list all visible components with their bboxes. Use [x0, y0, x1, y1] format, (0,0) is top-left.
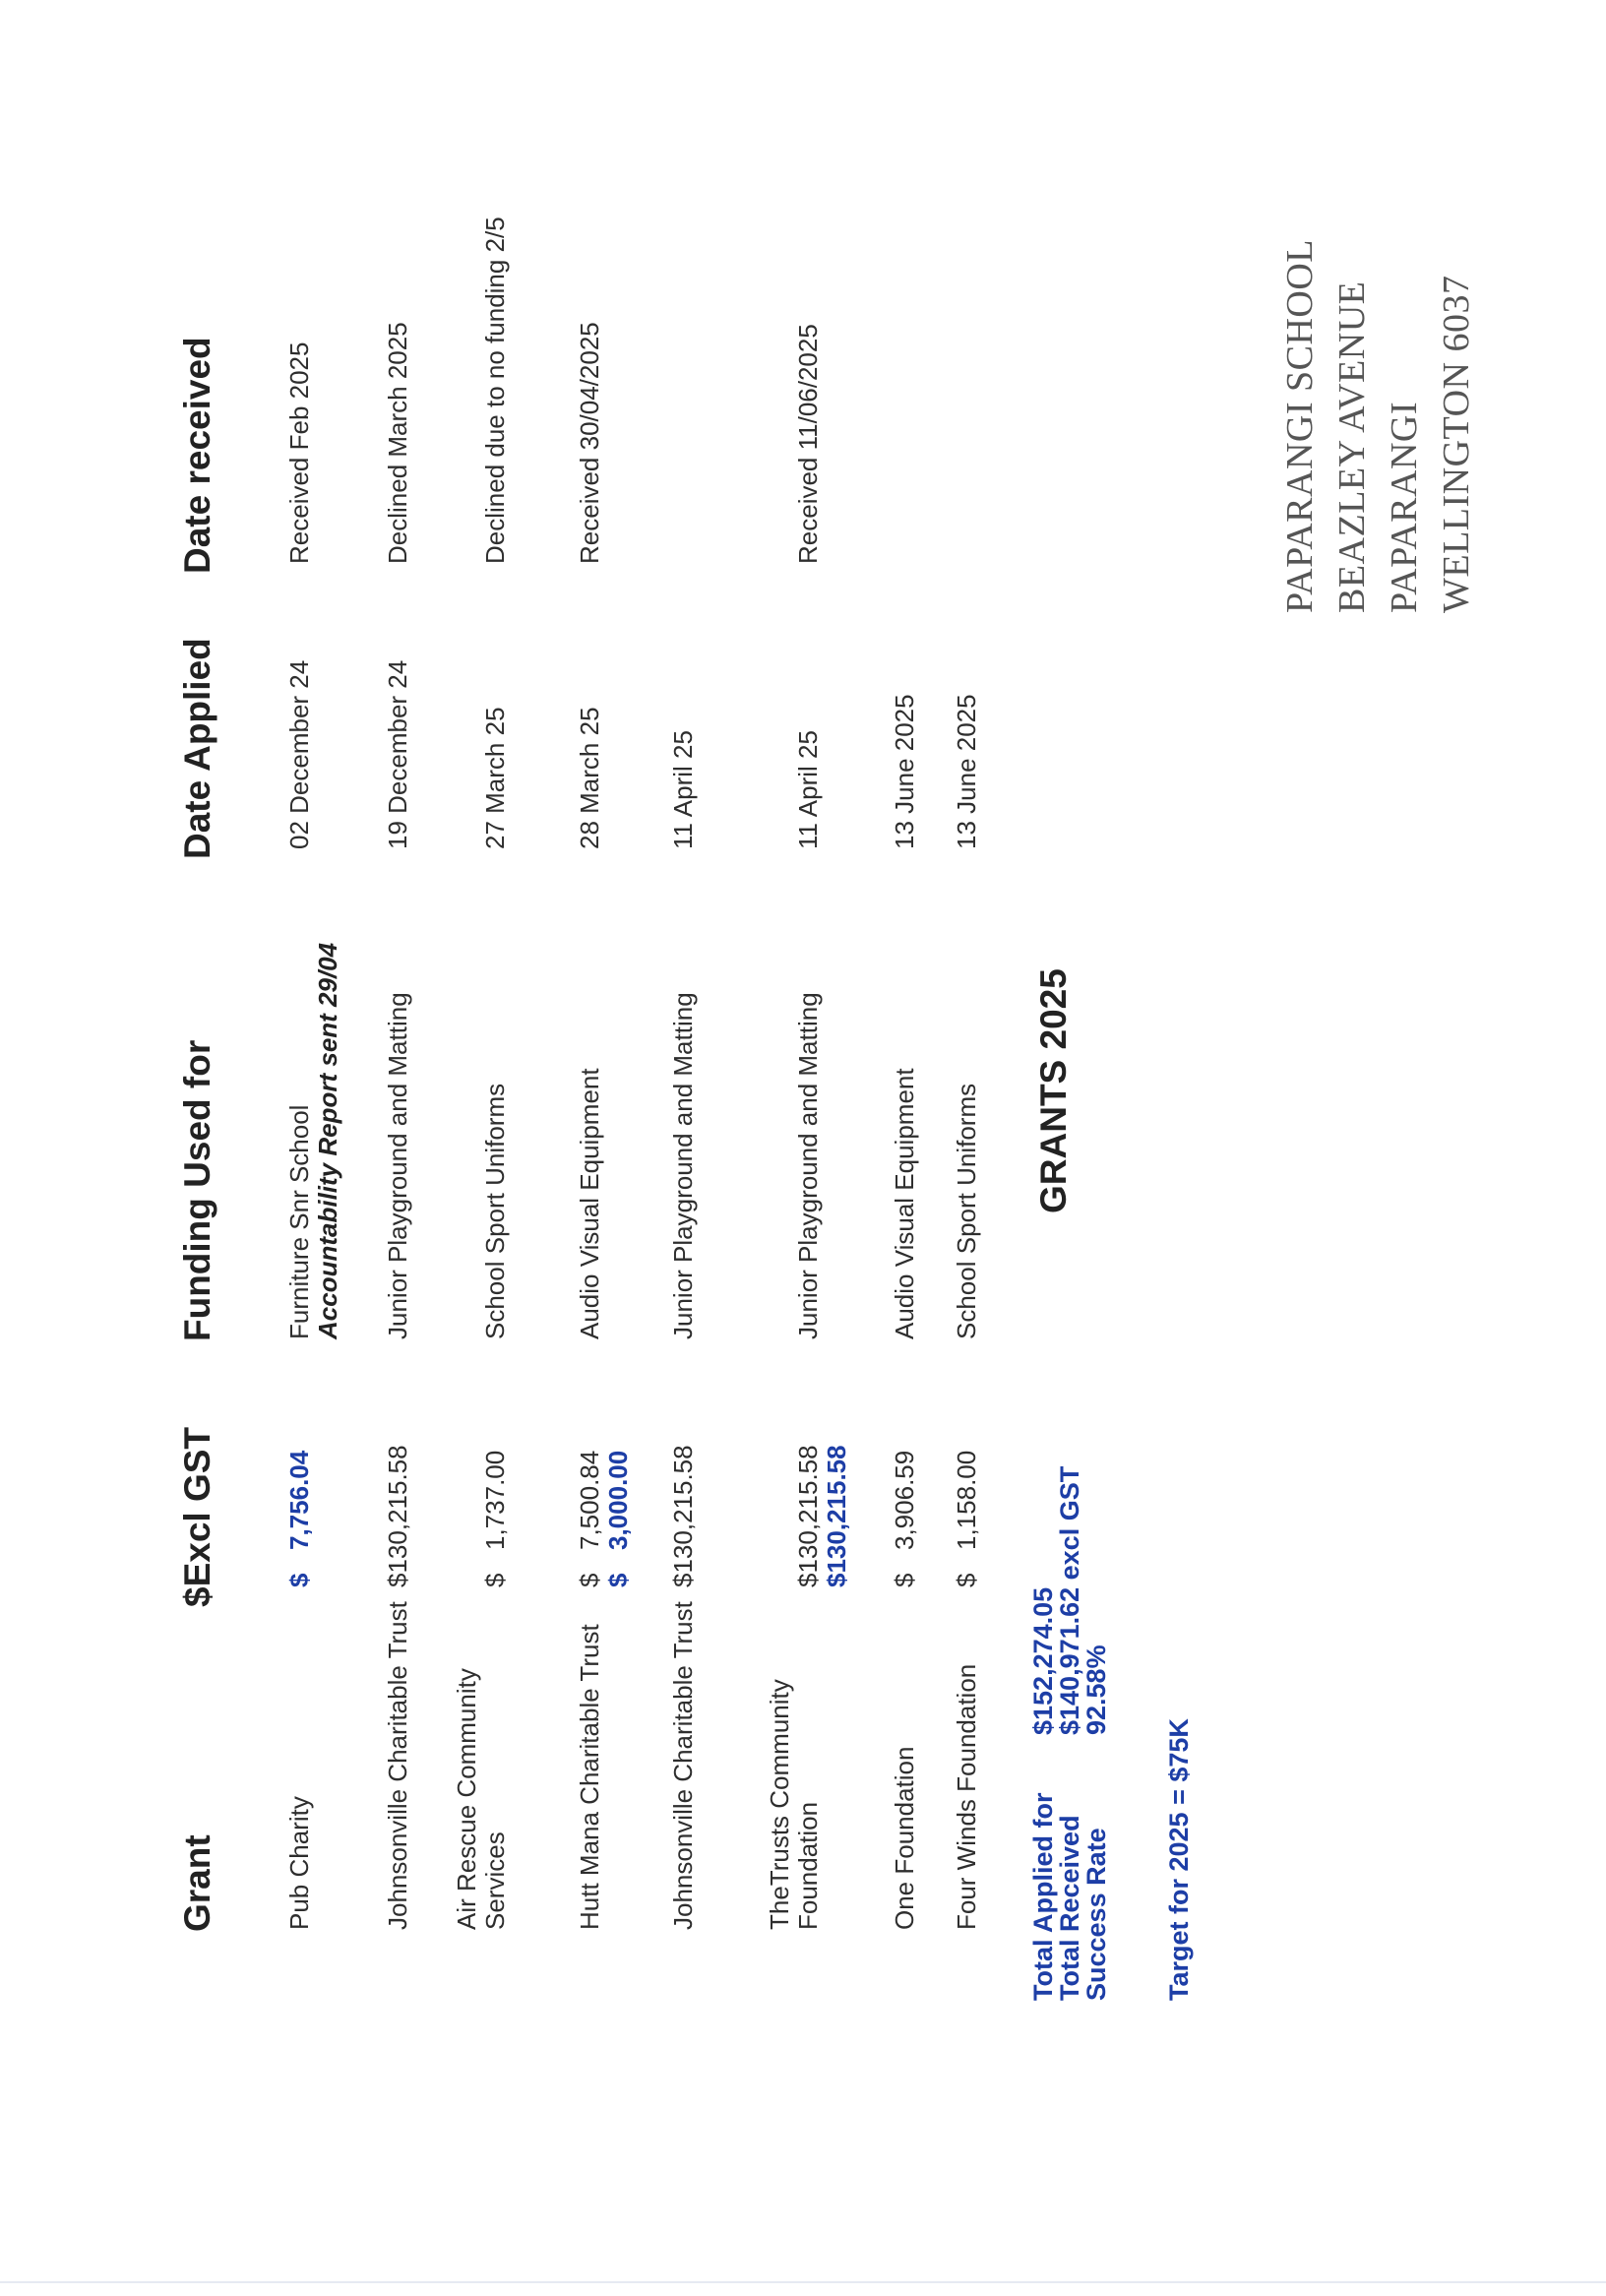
amount-value: 7,756.04 [284, 1450, 314, 1550]
table-row-grant: Johnsonville Charitable Trust [668, 1601, 698, 1930]
document-title: GRANTS 2025 [1033, 968, 1074, 1213]
table-row-funding: Furniture Snr School [284, 1104, 314, 1339]
stamp-line: PAPARANGI SCHOOL [1279, 238, 1321, 613]
summary-success-rate-label: Success Rate [1081, 1828, 1111, 2001]
table-row-date-received: Received 30/04/2025 [575, 322, 604, 564]
table-row-date-applied: 13 June 2025 [952, 694, 981, 849]
table-row-amount [576, 1451, 604, 1587]
header-funding: Funding Used for [177, 1039, 217, 1341]
table-row-funding: Junior Playground and Matting [383, 992, 412, 1339]
summary-total-applied-label: Total Applied for [1028, 1792, 1058, 2001]
amount-value: 1,158.00 [952, 1450, 981, 1550]
stamp-line: WELLINGTON 6037 [1436, 275, 1477, 613]
summary-total-applied-value: $152,274.05 [1028, 1586, 1058, 1735]
summary-total-received-value: $140,971.62 excl GST [1055, 1465, 1084, 1735]
table-row-date-received: Received Feb 2025 [284, 341, 314, 564]
table-row-date-applied: 27 March 25 [480, 707, 510, 849]
table-row-grant: Pub Charity [284, 1796, 314, 1930]
table-row-grant-line1: Air Rescue Community [452, 1668, 481, 1930]
table-row-amount-received: $130,215.58 [822, 1445, 851, 1587]
currency-symbol: $ [952, 1573, 981, 1587]
stamp-line: BEAZLEY AVENUE [1331, 280, 1373, 613]
header-amount: $Excl GST [177, 1426, 217, 1607]
header-date-received: Date received [177, 337, 217, 574]
amount-value: 7,500.84 [575, 1450, 604, 1550]
table-row-date-received: Received 11/06/2025 [793, 324, 823, 564]
table-row-grant: Hutt Mana Charitable Trust [575, 1624, 604, 1930]
table-row-grant: Four Winds Foundation [952, 1663, 981, 1930]
table-row-date-applied: 13 June 2025 [890, 694, 919, 849]
table-row-date-applied: 28 March 25 [575, 707, 604, 849]
table-row-amount: $130,215.58 [793, 1445, 823, 1587]
table-row-amount [481, 1451, 510, 1587]
table-row-date-applied: 19 December 24 [383, 659, 412, 849]
table-row-grant: Johnsonville Charitable Trust [383, 1601, 412, 1930]
table-row-date-received: Declined March 2025 [383, 322, 412, 564]
table-row-amount: $130,215.58 [668, 1445, 698, 1587]
table-row-amount [285, 1451, 314, 1587]
table-row-funding: School Sport Uniforms [480, 1083, 510, 1339]
table-row-amount [953, 1451, 981, 1587]
table-row-date-applied: 02 December 24 [284, 659, 314, 849]
table-row-amount-received [604, 1451, 633, 1587]
table-row-amount [891, 1451, 919, 1587]
amount-value: 3,906.59 [890, 1450, 919, 1550]
table-row-funding: Audio Visual Equipment [575, 1068, 604, 1339]
table-row-grant-line1: TheTrusts Community [765, 1679, 794, 1930]
currency-symbol: $ [480, 1573, 510, 1587]
table-row-funding: Junior Playground and Matting [668, 992, 698, 1339]
table-row-funding: Audio Visual Equipment [890, 1068, 919, 1339]
header-grant: Grant [177, 1834, 217, 1932]
table-row-amount: $130,215.58 [383, 1445, 412, 1587]
amount-value: 1,737.00 [480, 1450, 510, 1550]
table-row-date-applied: 11 April 25 [668, 730, 698, 849]
summary-success-rate-value: 92.58% [1081, 1644, 1111, 1735]
amount-value: 3,000.00 [603, 1450, 633, 1550]
table-row-date-applied: 11 April 25 [793, 730, 823, 849]
target-note: Target for 2025 = $75K [1164, 1718, 1194, 2001]
currency-symbol: $ [890, 1573, 919, 1587]
school-address-stamp [1274, 239, 1483, 613]
table-row-funding: School Sport Uniforms [952, 1083, 981, 1339]
table-row-grant: One Foundation [890, 1746, 919, 1930]
table-row-grant-line2: Services [480, 1831, 510, 1930]
stamp-line: PAPARANGI [1384, 401, 1425, 613]
currency-symbol: $ [575, 1573, 604, 1587]
table-row-funding-note: Accountability Report sent 29/04 [313, 942, 342, 1339]
table-row-date-received: Declined due to no funding 2/5 [480, 217, 510, 564]
table-row-grant-line2: Foundation [793, 1801, 823, 1930]
table-row-funding: Junior Playground and Matting [793, 992, 823, 1339]
header-date-applied: Date Applied [177, 638, 217, 859]
currency-symbol: $ [603, 1573, 633, 1587]
currency-symbol: $ [284, 1573, 314, 1587]
summary-total-received-label: Total Received [1055, 1815, 1084, 2001]
